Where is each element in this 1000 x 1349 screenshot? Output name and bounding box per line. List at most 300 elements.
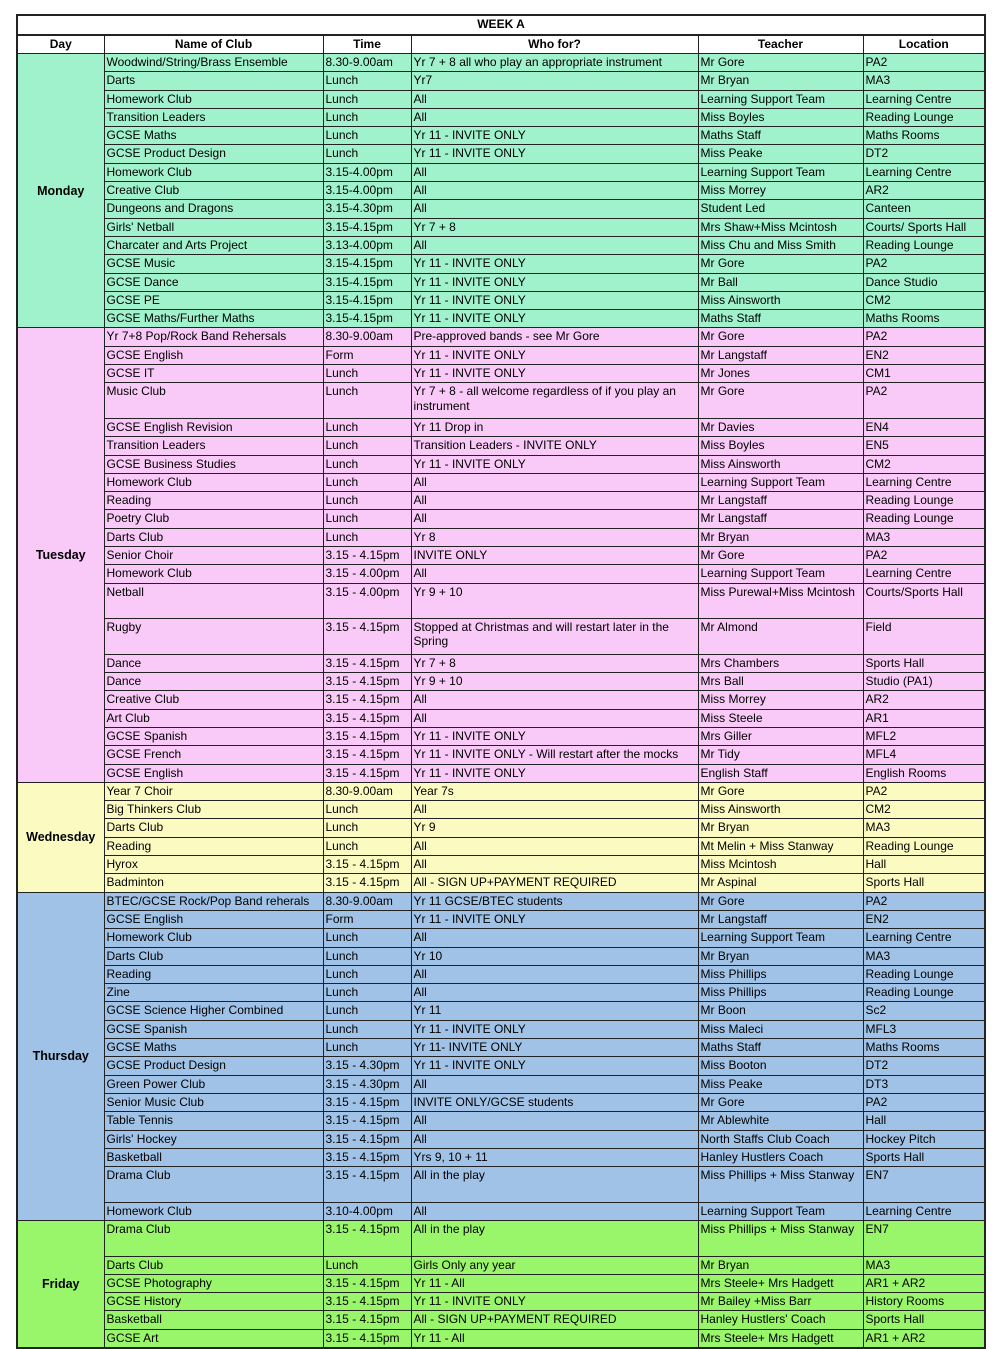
who-cell: Yr 11 xyxy=(411,1002,698,1020)
teacher-cell: Mr Gore xyxy=(698,892,863,910)
location-cell: MA3 xyxy=(863,1256,985,1274)
teacher-cell: Mrs Steele+ Mrs Hadgett xyxy=(698,1274,863,1292)
table-row xyxy=(17,746,985,764)
location-cell: MFL4 xyxy=(863,746,985,764)
table-row xyxy=(17,346,985,364)
time-cell: Form xyxy=(323,910,411,928)
teacher-cell: Mrs Steele+ Mrs Hadgett xyxy=(698,1329,863,1348)
location-cell: CM2 xyxy=(863,801,985,819)
time-cell: 3.15 - 4.15pm xyxy=(323,1274,411,1292)
teacher-cell: Mr Davies xyxy=(698,418,863,436)
club-cell: Basketball xyxy=(104,1148,323,1166)
time-cell: 8.30-9.00am xyxy=(323,328,411,346)
time-cell: Lunch xyxy=(323,929,411,947)
teacher-cell: Mr Ablewhite xyxy=(698,1112,863,1130)
teacher-cell: Maths Staff xyxy=(698,1039,863,1057)
timetable-sheet xyxy=(16,14,984,1349)
table-row xyxy=(17,72,985,90)
club-cell: Homework Club xyxy=(104,163,323,181)
time-cell: 3.13-4.00pm xyxy=(323,236,411,254)
table-row xyxy=(17,837,985,855)
club-cell: Art Club xyxy=(104,709,323,727)
club-cell: Basketball xyxy=(104,1311,323,1329)
time-cell: 3.15-4.00pm xyxy=(323,182,411,200)
day-label: Friday xyxy=(17,1221,104,1349)
who-cell: All xyxy=(411,1202,698,1220)
table-row xyxy=(17,1112,985,1130)
time-cell: 3.15 - 4.15pm xyxy=(323,1293,411,1311)
teacher-cell: Mr Aspinal xyxy=(698,874,863,892)
location-cell: AR2 xyxy=(863,691,985,709)
teacher-cell: Maths Staff xyxy=(698,310,863,328)
location-cell: PA2 xyxy=(863,54,985,72)
who-cell: All xyxy=(411,163,698,181)
club-cell: Reading xyxy=(104,965,323,983)
teacher-cell: Mr Bailey +Miss Barr xyxy=(698,1293,863,1311)
who-cell: Yr 11 - All xyxy=(411,1329,698,1348)
time-cell: Lunch xyxy=(323,90,411,108)
time-cell: 3.15-4.15pm xyxy=(323,310,411,328)
teacher-cell: Learning Support Team xyxy=(698,473,863,491)
who-cell: Yrs 9, 10 + 11 xyxy=(411,1148,698,1166)
title-row xyxy=(17,15,985,35)
club-cell: Homework Club xyxy=(104,1202,323,1220)
club-cell: Darts Club xyxy=(104,528,323,546)
teacher-cell: Miss Booton xyxy=(698,1057,863,1075)
day-label: Thursday xyxy=(17,892,104,1220)
location-cell: Reading Lounge xyxy=(863,108,985,126)
table-row xyxy=(17,1130,985,1148)
time-cell: 3.15 - 4.15pm xyxy=(323,1130,411,1148)
teacher-cell: Mr Boon xyxy=(698,1002,863,1020)
teacher-cell: Mrs Shaw+Miss Mcintosh xyxy=(698,218,863,236)
club-cell: Darts Club xyxy=(104,1256,323,1274)
teacher-cell: Mr Gore xyxy=(698,383,863,419)
who-cell: All - SIGN UP+PAYMENT REQUIRED xyxy=(411,874,698,892)
time-cell: 3.15 - 4.15pm xyxy=(323,1112,411,1130)
location-cell: EN2 xyxy=(863,346,985,364)
who-cell: Girls Only any year xyxy=(411,1256,698,1274)
location-cell: Field xyxy=(863,619,985,655)
table-row xyxy=(17,1221,985,1257)
teacher-cell: Miss Purewal+Miss Mcintosh xyxy=(698,583,863,619)
location-cell: DT2 xyxy=(863,1057,985,1075)
table-row xyxy=(17,764,985,782)
header-location: Location xyxy=(863,35,985,54)
who-cell: All xyxy=(411,965,698,983)
who-cell: Yr 11 - INVITE ONLY xyxy=(411,255,698,273)
club-cell: BTEC/GCSE Rock/Pop Band reherals xyxy=(104,892,323,910)
teacher-cell: Miss Chu and Miss Smith xyxy=(698,236,863,254)
who-cell: All xyxy=(411,929,698,947)
table-row xyxy=(17,984,985,1002)
location-cell: EN5 xyxy=(863,437,985,455)
club-cell: Rugby xyxy=(104,619,323,655)
who-cell: Yr 11 - INVITE ONLY xyxy=(411,310,698,328)
who-cell: Yr 9 xyxy=(411,819,698,837)
table-row xyxy=(17,145,985,163)
club-cell: Darts Club xyxy=(104,819,323,837)
club-cell: GCSE IT xyxy=(104,365,323,383)
who-cell: All in the play xyxy=(411,1167,698,1203)
who-cell: All xyxy=(411,837,698,855)
location-cell: Maths Rooms xyxy=(863,1039,985,1057)
club-cell: Poetry Club xyxy=(104,510,323,528)
time-cell: Lunch xyxy=(323,984,411,1002)
time-cell: 3.15 - 4.15pm xyxy=(323,673,411,691)
who-cell: Pre-approved bands - see Mr Gore xyxy=(411,328,698,346)
location-cell: AR1 + AR2 xyxy=(863,1274,985,1292)
day-label: Wednesday xyxy=(17,782,104,892)
location-cell: PA2 xyxy=(863,1093,985,1111)
time-cell: 3.15 - 4.00pm xyxy=(323,565,411,583)
club-cell: GCSE Spanish xyxy=(104,727,323,745)
teacher-cell: Learning Support Team xyxy=(698,929,863,947)
table-row xyxy=(17,510,985,528)
teacher-cell: Miss Peake xyxy=(698,1075,863,1093)
table-row xyxy=(17,654,985,672)
location-cell: AR1 xyxy=(863,709,985,727)
who-cell: Yr 7 + 8 xyxy=(411,654,698,672)
club-cell: GCSE Maths/Further Maths xyxy=(104,310,323,328)
time-cell: 3.15 - 4.15pm xyxy=(323,1093,411,1111)
location-cell: History Rooms xyxy=(863,1293,985,1311)
time-cell: 3.15 - 4.30pm xyxy=(323,1057,411,1075)
teacher-cell: Maths Staff xyxy=(698,127,863,145)
who-cell: All xyxy=(411,801,698,819)
teacher-cell: Mrs Chambers xyxy=(698,654,863,672)
location-cell: PA2 xyxy=(863,547,985,565)
teacher-cell: Mr Bryan xyxy=(698,947,863,965)
club-cell: GCSE Maths xyxy=(104,1039,323,1057)
club-cell: GCSE French xyxy=(104,746,323,764)
time-cell: 3.15 - 4.15pm xyxy=(323,746,411,764)
who-cell: All xyxy=(411,492,698,510)
table-row xyxy=(17,473,985,491)
club-cell: Year 7 Choir xyxy=(104,782,323,800)
teacher-cell: Mr Gore xyxy=(698,547,863,565)
club-cell: Green Power Club xyxy=(104,1075,323,1093)
header-time: Time xyxy=(323,35,411,54)
location-cell: Learning Centre xyxy=(863,1202,985,1220)
club-cell: GCSE Music xyxy=(104,255,323,273)
who-cell: Yr 11 - INVITE ONLY xyxy=(411,455,698,473)
who-cell: Yr 7 + 8 all who play an appropriate instrument xyxy=(411,54,698,72)
who-cell: Yr 11 - INVITE ONLY - Will restart after the mocks xyxy=(411,746,698,764)
location-cell: CM2 xyxy=(863,291,985,309)
time-cell: Lunch xyxy=(323,383,411,419)
teacher-cell: Miss Morrey xyxy=(698,182,863,200)
location-cell: AR1 + AR2 xyxy=(863,1329,985,1348)
club-cell: Transition Leaders xyxy=(104,437,323,455)
teacher-cell: Learning Support Team xyxy=(698,163,863,181)
club-cell: Homework Club xyxy=(104,929,323,947)
table-row xyxy=(17,1329,985,1348)
who-cell: Yr 11 Drop in xyxy=(411,418,698,436)
table-row xyxy=(17,1274,985,1292)
teacher-cell: Mr Gore xyxy=(698,782,863,800)
who-cell: All xyxy=(411,236,698,254)
location-cell: DT3 xyxy=(863,1075,985,1093)
table-row xyxy=(17,54,985,72)
location-cell: MFL2 xyxy=(863,727,985,745)
table-row xyxy=(17,1167,985,1203)
club-cell: Woodwind/String/Brass Ensemble xyxy=(104,54,323,72)
location-cell: Courts/ Sports Hall xyxy=(863,218,985,236)
table-row xyxy=(17,673,985,691)
club-cell: GCSE Art xyxy=(104,1329,323,1348)
club-cell: Transition Leaders xyxy=(104,108,323,126)
club-cell: GCSE Product Design xyxy=(104,145,323,163)
time-cell: 3.15-4.30pm xyxy=(323,200,411,218)
table-row xyxy=(17,1039,985,1057)
club-cell: Dance xyxy=(104,654,323,672)
who-cell: Yr 11 - INVITE ONLY xyxy=(411,910,698,928)
who-cell: Yr 11 - INVITE ONLY xyxy=(411,291,698,309)
teacher-cell: Miss Morrey xyxy=(698,691,863,709)
time-cell: Lunch xyxy=(323,801,411,819)
table-row xyxy=(17,856,985,874)
time-cell: 3.15 - 4.15pm xyxy=(323,547,411,565)
who-cell: Yr 11 - INVITE ONLY xyxy=(411,365,698,383)
location-cell: Reading Lounge xyxy=(863,510,985,528)
time-cell: 8.30-9.00am xyxy=(323,782,411,800)
club-cell: GCSE Spanish xyxy=(104,1020,323,1038)
who-cell: All xyxy=(411,200,698,218)
time-cell: 3.15 - 4.15pm xyxy=(323,1167,411,1203)
who-cell: Yr 7 + 8 - all welcome regardless of if you play an instrument xyxy=(411,383,698,419)
time-cell: Lunch xyxy=(323,473,411,491)
location-cell: Dance Studio xyxy=(863,273,985,291)
club-cell: Yr 7+8 Pop/Rock Band Rehersals xyxy=(104,328,323,346)
time-cell: 3.15 - 4.15pm xyxy=(323,654,411,672)
club-cell: GCSE Business Studies xyxy=(104,455,323,473)
location-cell: PA2 xyxy=(863,328,985,346)
table-row xyxy=(17,1002,985,1020)
table-row xyxy=(17,255,985,273)
who-cell: All xyxy=(411,182,698,200)
location-cell: MA3 xyxy=(863,819,985,837)
teacher-cell: Mr Langstaff xyxy=(698,510,863,528)
table-row xyxy=(17,328,985,346)
time-cell: Lunch xyxy=(323,947,411,965)
teacher-cell: Miss Maleci xyxy=(698,1020,863,1038)
teacher-cell: Miss Ainsworth xyxy=(698,291,863,309)
table-row xyxy=(17,874,985,892)
location-cell: Sports Hall xyxy=(863,874,985,892)
teacher-cell: Mrs Ball xyxy=(698,673,863,691)
table-row xyxy=(17,418,985,436)
time-cell: 3.15 - 4.15pm xyxy=(323,764,411,782)
location-cell: Canteen xyxy=(863,200,985,218)
teacher-cell: Student Led xyxy=(698,200,863,218)
who-cell: All xyxy=(411,1112,698,1130)
club-cell: Senior Music Club xyxy=(104,1093,323,1111)
location-cell: MA3 xyxy=(863,528,985,546)
who-cell: All xyxy=(411,108,698,126)
who-cell: All xyxy=(411,984,698,1002)
club-cell: GCSE Science Higher Combined xyxy=(104,1002,323,1020)
location-cell: EN7 xyxy=(863,1221,985,1257)
club-cell: Badminton xyxy=(104,874,323,892)
club-cell: Drama Club xyxy=(104,1221,323,1257)
time-cell: Lunch xyxy=(323,72,411,90)
who-cell: Stopped at Christmas and will restart later in the Spring xyxy=(411,619,698,655)
teacher-cell: Miss Boyles xyxy=(698,437,863,455)
who-cell: All - SIGN UP+PAYMENT REQUIRED xyxy=(411,1311,698,1329)
club-cell: Senior Choir xyxy=(104,547,323,565)
location-cell: MA3 xyxy=(863,947,985,965)
table-row xyxy=(17,929,985,947)
table-row xyxy=(17,965,985,983)
time-cell: 3.15 - 4.15pm xyxy=(323,619,411,655)
teacher-cell: Miss Mcintosh xyxy=(698,856,863,874)
time-cell: Lunch xyxy=(323,365,411,383)
teacher-cell: North Staffs Club Coach xyxy=(698,1130,863,1148)
teacher-cell: Mr Gore xyxy=(698,255,863,273)
who-cell: All xyxy=(411,510,698,528)
teacher-cell: Miss Ainsworth xyxy=(698,455,863,473)
club-cell: Dance xyxy=(104,673,323,691)
club-cell: Big Thinkers Club xyxy=(104,801,323,819)
location-cell: Courts/Sports Hall xyxy=(863,583,985,619)
who-cell: All xyxy=(411,1075,698,1093)
who-cell: Yr 10 xyxy=(411,947,698,965)
header-row xyxy=(17,35,985,54)
location-cell: EN4 xyxy=(863,418,985,436)
table-row xyxy=(17,163,985,181)
time-cell: Lunch xyxy=(323,1020,411,1038)
location-cell: Learning Centre xyxy=(863,565,985,583)
time-cell: 3.15 - 4.30pm xyxy=(323,1075,411,1093)
club-cell: GCSE Product Design xyxy=(104,1057,323,1075)
who-cell: Yr7 xyxy=(411,72,698,90)
table-row xyxy=(17,1093,985,1111)
teacher-cell: Miss Phillips xyxy=(698,965,863,983)
time-cell: Lunch xyxy=(323,510,411,528)
location-cell: EN7 xyxy=(863,1167,985,1203)
table-row xyxy=(17,1311,985,1329)
location-cell: Hall xyxy=(863,856,985,874)
table-row xyxy=(17,492,985,510)
time-cell: 3.15 - 4.15pm xyxy=(323,1329,411,1348)
location-cell: CM1 xyxy=(863,365,985,383)
time-cell: Lunch xyxy=(323,1039,411,1057)
who-cell: Yr 11 - INVITE ONLY xyxy=(411,273,698,291)
location-cell: Hockey Pitch xyxy=(863,1130,985,1148)
header-day: Day xyxy=(17,35,104,54)
time-cell: 8.30-9.00am xyxy=(323,54,411,72)
club-cell: Reading xyxy=(104,837,323,855)
teacher-cell: Miss Steele xyxy=(698,709,863,727)
time-cell: 3.15 - 4.00pm xyxy=(323,583,411,619)
time-cell: Lunch xyxy=(323,492,411,510)
table-row xyxy=(17,182,985,200)
table-row xyxy=(17,892,985,910)
club-cell: Darts Club xyxy=(104,947,323,965)
teacher-cell: Mrs Giller xyxy=(698,727,863,745)
club-cell: GCSE Photography xyxy=(104,1274,323,1292)
location-cell: Hall xyxy=(863,1112,985,1130)
location-cell: EN2 xyxy=(863,910,985,928)
location-cell: Sports Hall xyxy=(863,1311,985,1329)
who-cell: All xyxy=(411,90,698,108)
table-row xyxy=(17,691,985,709)
time-cell: 3.15 - 4.15pm xyxy=(323,691,411,709)
who-cell: Yr 11 - INVITE ONLY xyxy=(411,1293,698,1311)
teacher-cell: Miss Phillips xyxy=(698,984,863,1002)
teacher-cell: Mr Gore xyxy=(698,1093,863,1111)
club-cell: Homework Club xyxy=(104,565,323,583)
clubs-timetable xyxy=(16,14,986,1349)
table-row xyxy=(17,1057,985,1075)
table-row xyxy=(17,547,985,565)
table-row xyxy=(17,709,985,727)
who-cell: Yr 11 GCSE/BTEC students xyxy=(411,892,698,910)
teacher-cell: Miss Ainsworth xyxy=(698,801,863,819)
location-cell: Studio (PA1) xyxy=(863,673,985,691)
location-cell: Reading Lounge xyxy=(863,965,985,983)
table-row xyxy=(17,236,985,254)
teacher-cell: Mr Langstaff xyxy=(698,910,863,928)
time-cell: Lunch xyxy=(323,819,411,837)
header-club: Name of Club xyxy=(104,35,323,54)
club-cell: Zine xyxy=(104,984,323,1002)
week-title: WEEK A xyxy=(17,15,985,35)
who-cell: Yr 9 + 10 xyxy=(411,673,698,691)
location-cell: CM2 xyxy=(863,455,985,473)
club-cell: Music Club xyxy=(104,383,323,419)
header-teacher: Teacher xyxy=(698,35,863,54)
table-row xyxy=(17,1202,985,1220)
table-row xyxy=(17,108,985,126)
club-cell: GCSE English Revision xyxy=(104,418,323,436)
location-cell: English Rooms xyxy=(863,764,985,782)
club-cell: Creative Club xyxy=(104,691,323,709)
teacher-cell: Mr Bryan xyxy=(698,72,863,90)
table-row xyxy=(17,619,985,655)
club-cell: Hyrox xyxy=(104,856,323,874)
who-cell: Year 7s xyxy=(411,782,698,800)
table-row xyxy=(17,90,985,108)
time-cell: 3.15 - 4.15pm xyxy=(323,1148,411,1166)
day-label: Monday xyxy=(17,54,104,328)
time-cell: Lunch xyxy=(323,437,411,455)
table-row xyxy=(17,801,985,819)
time-cell: Form xyxy=(323,346,411,364)
location-cell: PA2 xyxy=(863,782,985,800)
club-cell: Homework Club xyxy=(104,90,323,108)
location-cell: Reading Lounge xyxy=(863,236,985,254)
who-cell: Yr 11 - INVITE ONLY xyxy=(411,1057,698,1075)
teacher-cell: Mr Ball xyxy=(698,273,863,291)
table-row xyxy=(17,310,985,328)
time-cell: Lunch xyxy=(323,418,411,436)
location-cell: Maths Rooms xyxy=(863,310,985,328)
table-row xyxy=(17,565,985,583)
location-cell: Reading Lounge xyxy=(863,984,985,1002)
time-cell: Lunch xyxy=(323,528,411,546)
time-cell: Lunch xyxy=(323,1002,411,1020)
club-cell: Charcater and Arts Project xyxy=(104,236,323,254)
club-cell: GCSE Dance xyxy=(104,273,323,291)
location-cell: PA2 xyxy=(863,383,985,419)
club-cell: Homework Club xyxy=(104,473,323,491)
teacher-cell: Mr Langstaff xyxy=(698,492,863,510)
time-cell: Lunch xyxy=(323,127,411,145)
time-cell: 3.10-4.00pm xyxy=(323,1202,411,1220)
club-cell: GCSE History xyxy=(104,1293,323,1311)
